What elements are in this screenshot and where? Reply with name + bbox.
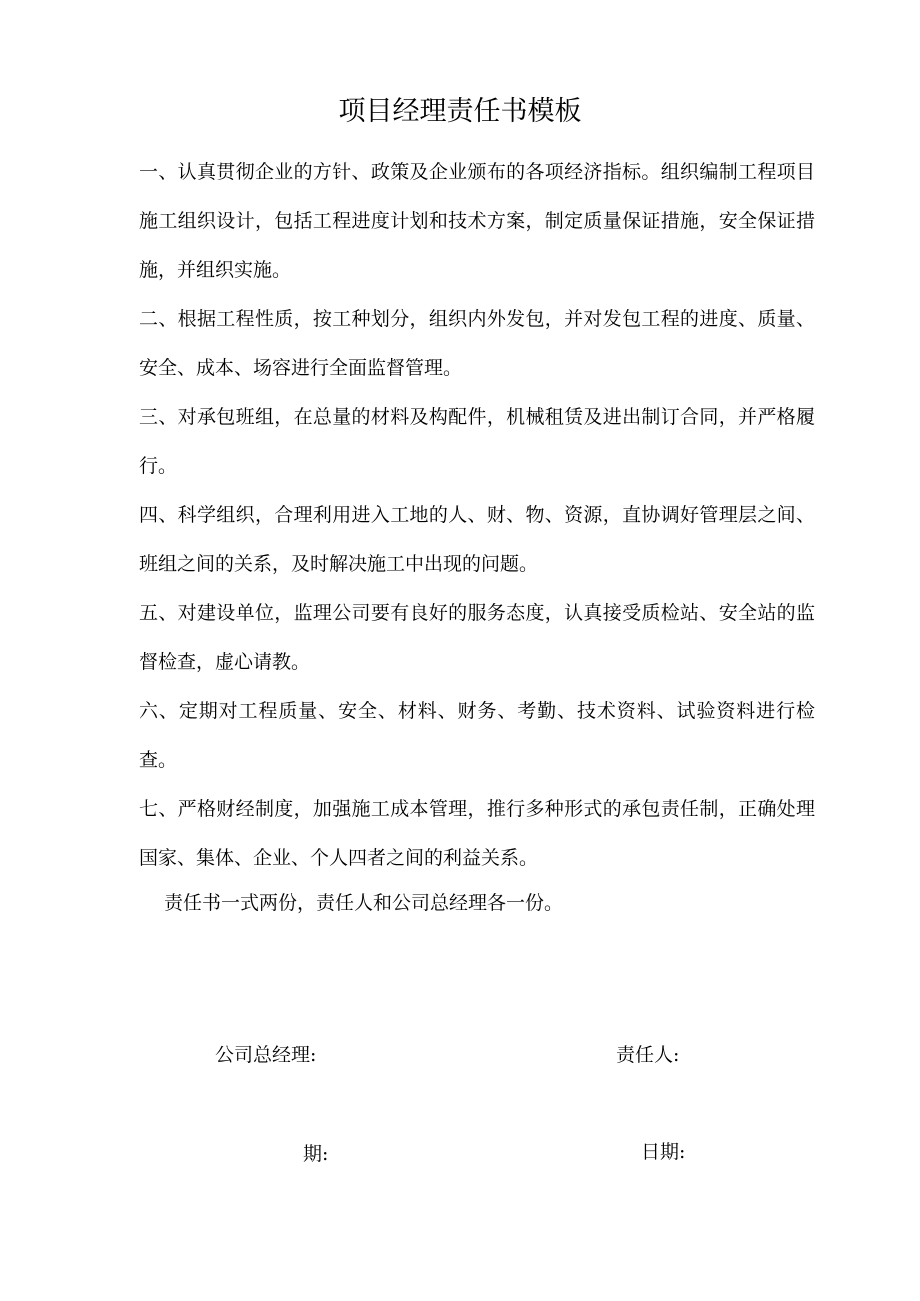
paragraph-6: 六、定期对工程质量、安全、材料、财务、考勤、技术资料、试验资料进行检查。 — [139, 700, 815, 771]
closing-statement: 责任书一式两份，责任人和公司总经理各一份。 — [164, 892, 564, 914]
paragraph-2: 二、根据工程性质，按工种划分，组织内外发包，并对发包工程的进度、质量、安全、成本、场容进行全面监督管理。 — [139, 308, 815, 379]
responsible-date-label: 日期: — [641, 1141, 686, 1163]
paragraph-3: 三、对承包班组，在总量的材料及构配件，机械租赁及进出制订合同，并严格履行。 — [139, 406, 815, 477]
manager-signature-label: 公司总经理: — [215, 1044, 317, 1066]
responsible-person-label: 责任人: — [616, 1044, 680, 1066]
paragraph-7: 七、严格财经制度，加强施工成本管理，推行多种形式的承包责任制，正确处理国家、集体、企业、个人四者之间的利益关系。 — [139, 798, 815, 869]
document-title: 项目经理责任书模板 — [338, 96, 582, 127]
paragraph-1: 一、认真贯彻企业的方针、政策及企业颁布的各项经济指标。组织编制工程项目施工组织设计，包括工程进度计划和技术方案，制定质量保证措施，安全保证措施，并组织实施。 — [139, 161, 815, 281]
paragraph-5: 五、对建设单位，监理公司要有良好的服务态度，认真接受质检站、安全站的监督检查，虚心请教。 — [139, 602, 815, 673]
manager-date-label: 期: — [303, 1143, 329, 1165]
document-body — [139, 148, 815, 883]
paragraph-4: 四、科学组织，合理利用进入工地的人、财、物、资源，直协调好管理层之间、班组之间的关系，及时解决施工中出现的问题。 — [139, 504, 815, 575]
